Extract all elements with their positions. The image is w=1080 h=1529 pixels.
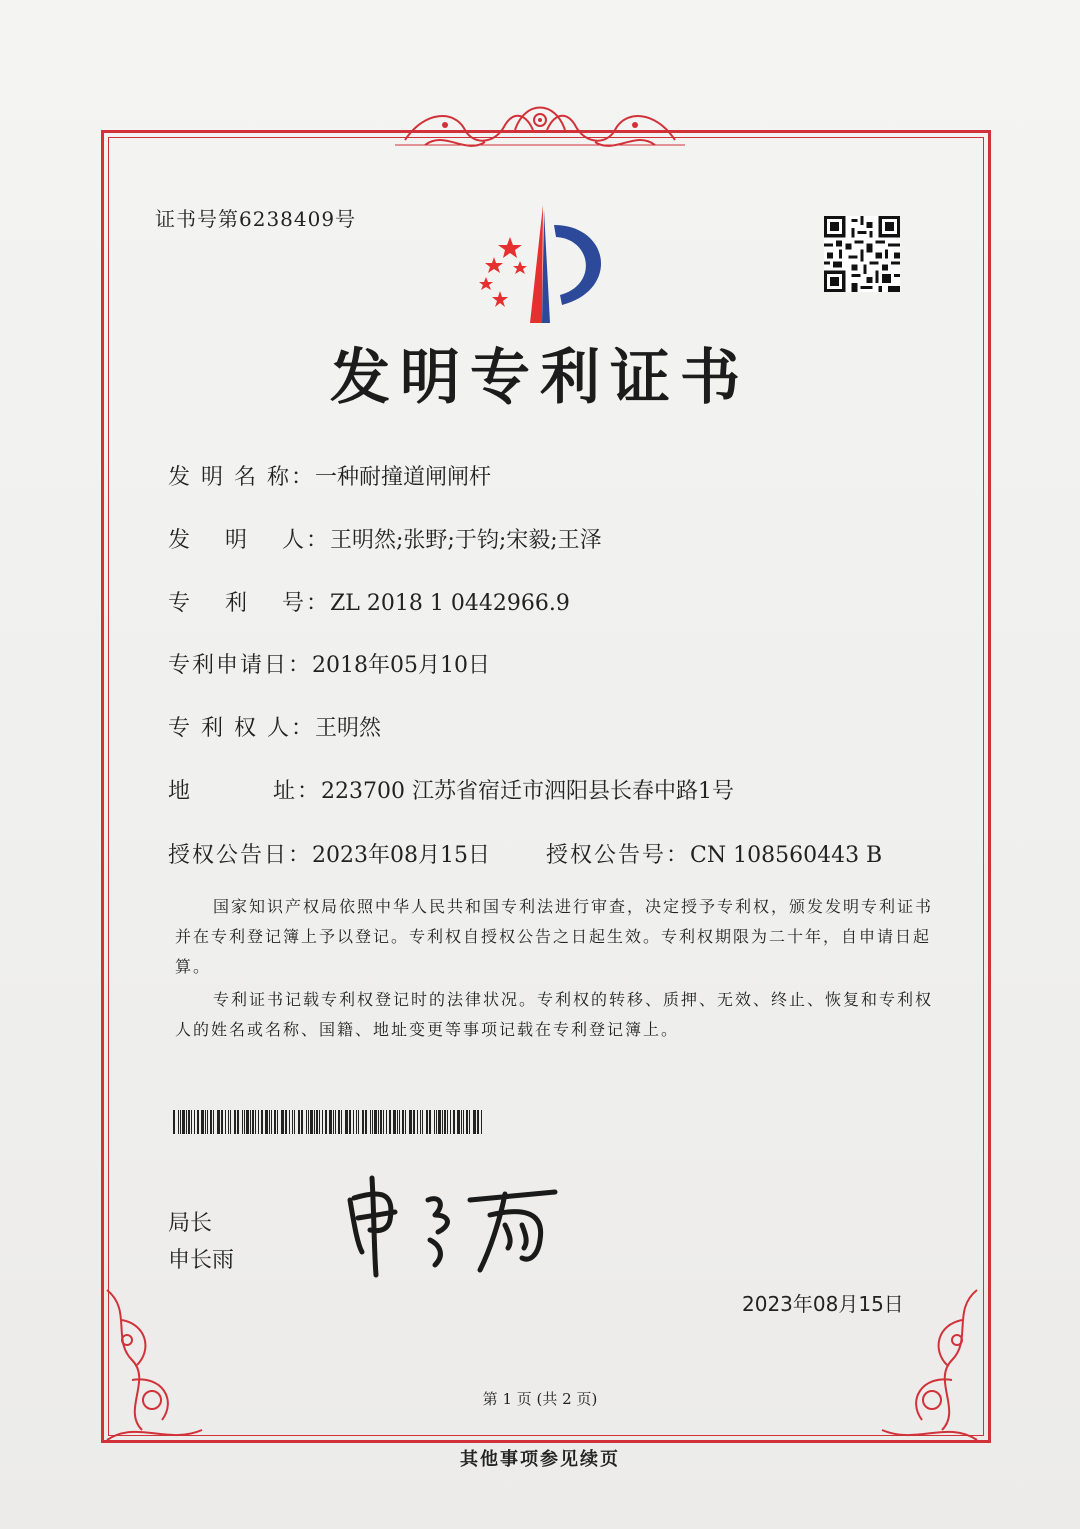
field-label: 地 址： [168,779,321,804]
field-label: 授权公告日： [168,843,313,868]
certificate-number: 证书号第6238409号 [155,207,357,231]
top-ornament [385,100,695,160]
field-invention-name [168,460,491,491]
field-grant-date [168,838,490,869]
field-value: 王明然 [314,716,381,741]
legal-paragraph-1: 国家知识产权局依照中华人民共和国专利法进行审查，决定授予专利权，颁发发明专利证书并在专利登记簿上予以登记。专利权自授权公告之日起生效。专利权期限为二十年，自申请日起算。 [175,897,934,976]
field-inventors [168,523,602,554]
field-value: 一种耐撞道闸闸杆 [314,465,491,490]
director-name: 申长雨 [168,1248,235,1273]
field-value: 王明然;张野;于钧;宋毅;王泽 [330,528,602,553]
bottom-left-ornament [92,1280,222,1450]
qr-code-icon [824,216,900,292]
issue-date: 2023年08月15日 [742,1292,904,1316]
field-grant-number [546,838,882,869]
field-label: 专 利 权 人： [168,716,315,741]
director-block [168,1205,234,1279]
field-label: 发 明 人： [168,528,330,553]
field-patentee [168,711,381,742]
cnipa-logo-icon [470,205,630,330]
field-value: 2023年08月15日 [312,843,490,868]
field-application-date [168,648,490,679]
director-title: 局长 [168,1211,213,1236]
continuation-note: 其他事项参见续页 [460,1449,620,1470]
field-label: 发 明 名 称： [168,465,315,490]
field-label: 专利申请日： [168,653,313,678]
field-label: 授权公告号： [546,843,691,868]
director-signature [340,1170,570,1280]
page-number: 第 1 页 (共 2 页) [482,1390,598,1408]
field-value: 2018年05月10日 [312,653,490,678]
field-address [168,774,734,805]
legal-paragraph-2: 专利证书记载专利权登记时的法律状况。专利权的转移、质押、无效、终止、恢复和专利权人的姓名或名称、国籍、地址变更等事项记载在专利登记簿上。 [175,990,934,1039]
barcode-icon [173,1110,485,1134]
field-value: 223700 江苏省宿迁市泗阳县长春中路1号 [321,779,734,804]
field-label: 专 利 号： [168,591,330,616]
field-value: ZL 2018 1 0442966.9 [330,591,570,616]
page-title: 发明专利证书 [330,343,750,413]
field-value: CN 108560443 B [690,843,883,868]
field-patent-number [168,586,570,617]
